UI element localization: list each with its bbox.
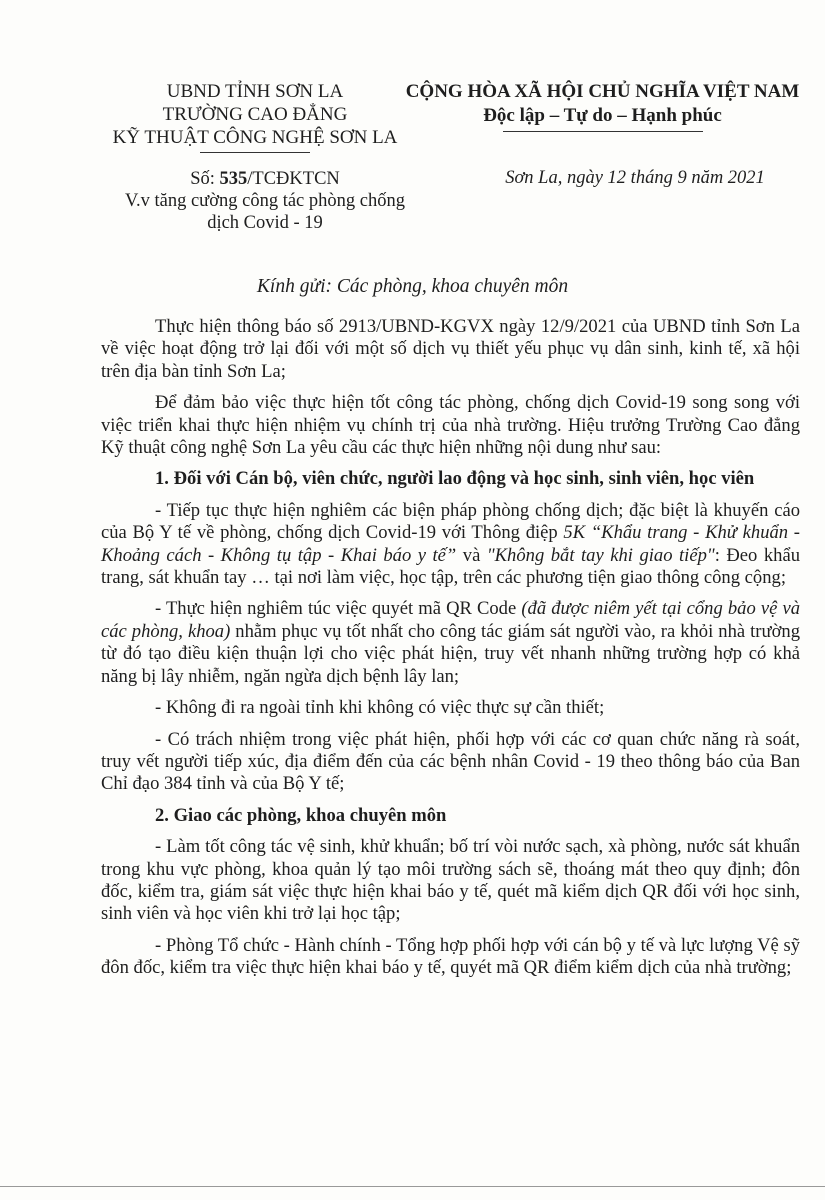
- org-line-1: UBND TỈNH SƠN LA: [166, 81, 344, 102]
- org-line-2: TRƯỜNG CAO ĐẲNG: [162, 104, 348, 125]
- paragraph-2: Để đảm bảo việc thực hiện tốt công tác phòng, chống dịch Covid-19 song song với việc triển khai thực hiện nhiệm vụ chính trị của nhà trường. Hiệu trưởng Trường Cao đẳng Kỹ thuật công nghệ Sơn La yêu cầu các thực hiện những nội dung như sau:: [101, 392, 800, 459]
- issue-date: Sơn La, ngày 12 tháng 9 năm 2021: [505, 168, 765, 188]
- section-heading-1: 1. Đối với Cán bộ, viên chức, người lao động và học sinh, sinh viên, học viên: [155, 468, 755, 490]
- paragraph-5: - Không đi ra ngoài tỉnh khi không có việc thực sự cần thiết;: [155, 697, 605, 719]
- org-line-3: KỸ THUẬT CÔNG NGHỆ SƠN LA: [112, 127, 398, 148]
- paragraph-4: - Thực hiện nghiêm túc việc quyét mã QR Code (đã được niêm yết tại cổng bảo vệ và các phòng, khoa) nhằm phục vụ tốt nhất cho công tác giám sát người vào, ra khỏi nhà trường từ đó tạo điều kiện thuận lợi cho việc phát hiện, truy vết nhanh những trường hợp có khả năng bị lây nhiễm, ngăn ngừa dịch bệnh lây lan;: [101, 598, 800, 687]
- paragraph-1: Thực hiện thông báo số 2913/UBND-KGVX ngày 12/9/2021 của UBND tỉnh Sơn La về việc hoạt động trở lại đối với một số dịch vụ thiết yếu phục vụ dân sinh, kinh tế, xã hội trên địa bàn tỉnh Sơn La;: [101, 316, 800, 382]
- motto-underline: [503, 131, 703, 132]
- subject-line-2: dịch Covid - 19: [207, 213, 323, 233]
- paragraph-8: - Phòng Tổ chức - Hành chính - Tổng hợp phối hợp với cán bộ y tế và lực lượng Vệ sỹ đôn đốc, kiểm tra việc thực hiện khai báo y tế, quyét mã QR điểm kiểm dịch của nhà trường;: [101, 934, 800, 979]
- number-value: 535: [219, 169, 248, 189]
- document-number: Số: 535/TCĐKTCN: [190, 169, 340, 189]
- org-underline: [200, 152, 310, 153]
- subject-line-1: V.v tăng cường công tác phòng chống: [125, 191, 405, 211]
- paragraph-6: - Có trách nhiệm trong việc phát hiện, phối hợp với các cơ quan chức năng rà soát, truy vết người tiếp xúc, địa điểm đến của các bệnh nhân Covid - 19 theo thông báo của Ban Chỉ đạo 384 tỉnh và của Bộ Y tế;: [101, 728, 800, 795]
- issuing-organization: [95, 80, 415, 153]
- document-reference: [100, 168, 430, 234]
- paragraph-7: - Làm tốt công tác vệ sinh, khử khuẩn; bố trí vòi nước sạch, xà phòng, nước sát khuẩn trong khu vực phòng, khoa quản lý tạo môi trường sách sẽ, thoáng mát theo quy định; đôn đốc, kiểm tra, giám sát việc thực hiện khai báo y tế, quét mã kiểm dịch QR đối với học sinh, sinh viên và học viên khi trở lại học tập;: [101, 836, 800, 925]
- national-motto: Độc lập – Tự do – Hạnh phúc: [483, 105, 722, 126]
- section-heading-2: 2. Giao các phòng, khoa chuyên môn: [155, 804, 447, 826]
- page-bottom-edge: [0, 1186, 825, 1187]
- document-body: [101, 316, 800, 989]
- nation-title: CỘNG HÒA XÃ HỘI CHỦ NGHĨA VIỆT NAM: [405, 81, 800, 102]
- paragraph-3: - Tiếp tục thực hiện nghiêm các biện pháp phòng chống dịch; đặc biệt là khuyến cáo của Bộ Y tế về phòng, chống dịch Covid-19 với Thông điệp 5K “Khẩu trang - Khử khuẩn - Khoảng cách - Không tụ tập - Khai báo y tế” và "Không bắt tay khi giao tiếp": Đeo khẩu trang, sát khuẩn tay … tại nơi làm việc, học tập, trên các phương tiện giao thông công cộng;: [101, 499, 800, 589]
- national-header: [405, 80, 800, 132]
- recipient-greeting: Kính gửi: Các phòng, khoa chuyên môn: [256, 276, 569, 297]
